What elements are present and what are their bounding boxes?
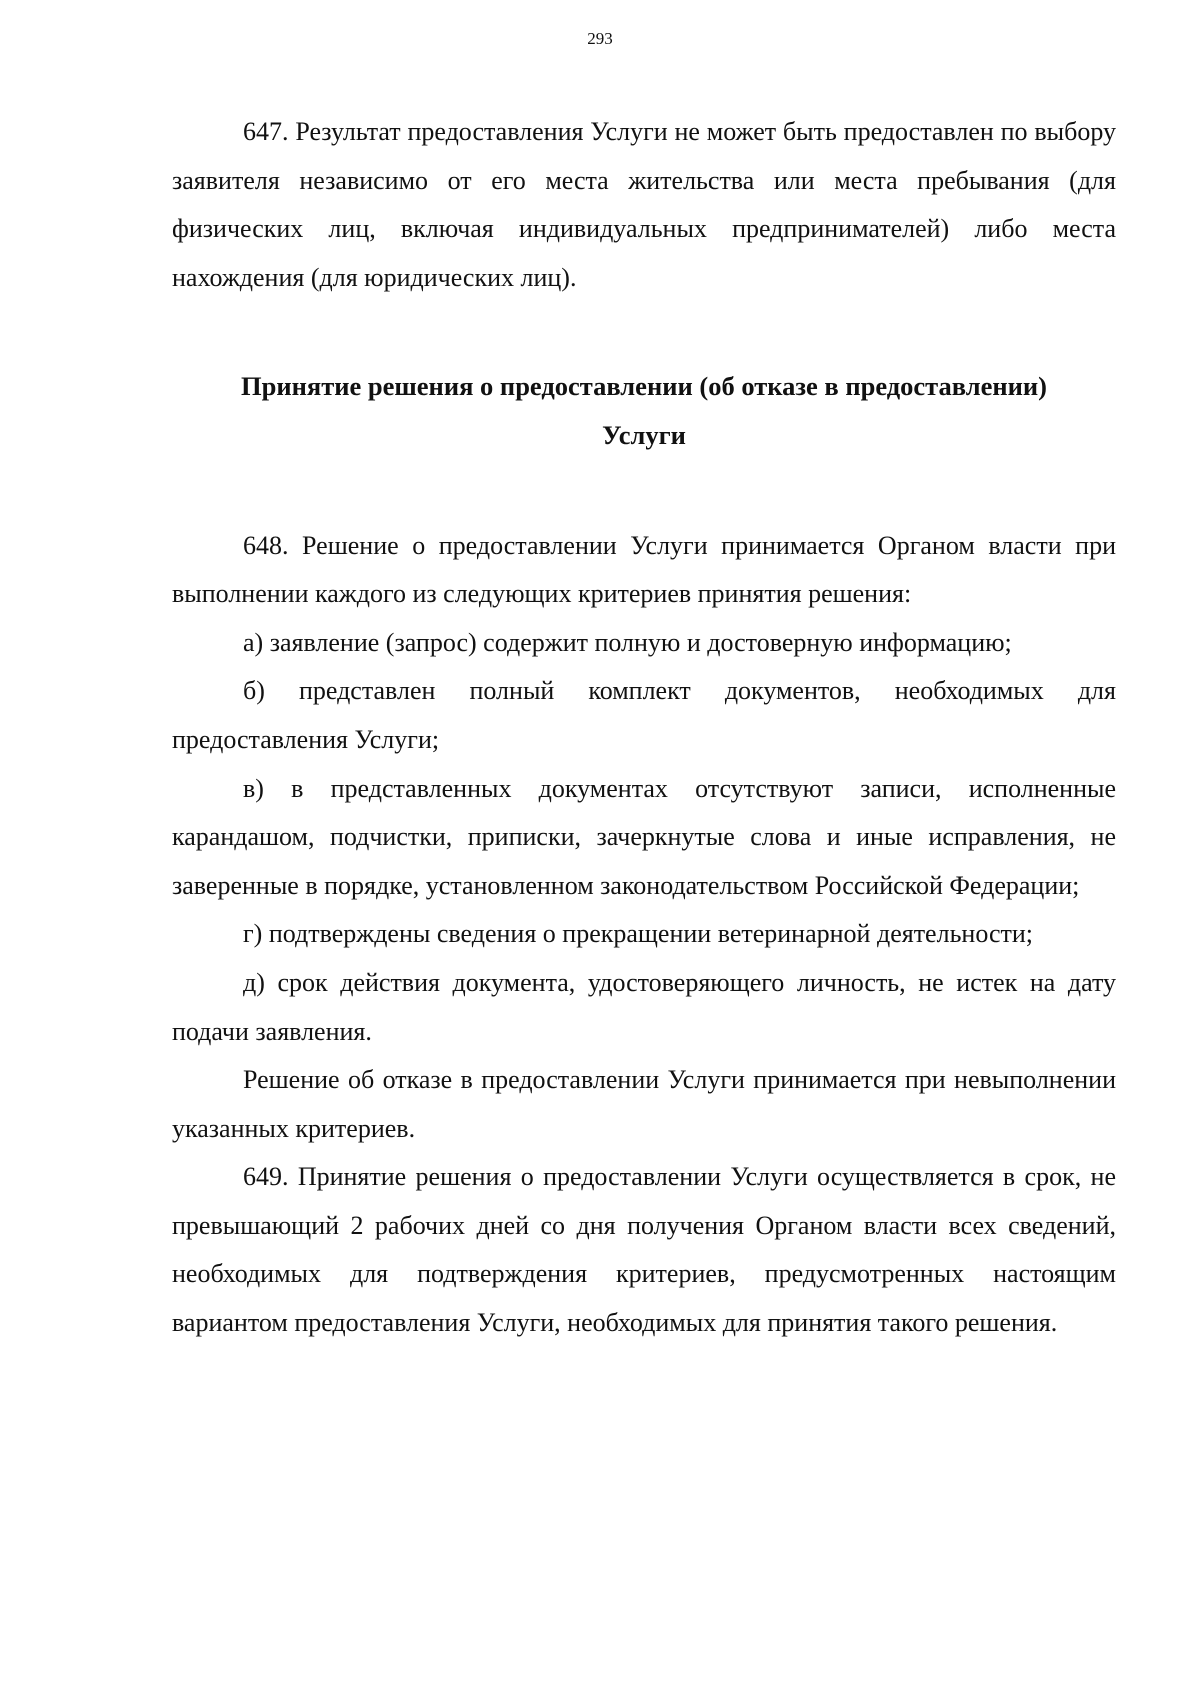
- criterion-b: б) представлен полный комплект документов, необходимых для предоставления Услуги;: [172, 676, 1116, 754]
- paragraph-648: 648. Решение о предоставлении Услуги принимается Органом власти при выполнении каждого из следующих критериев принятия решения:: [172, 530, 1116, 609]
- page-number: 293: [587, 29, 613, 48]
- paragraph-647: 647. Результат предоставления Услуги не может быть предоставлен по выбору заявителя независимо от его места жительства или места пребывания (для физических лиц, включая индивидуальных предпринимателей) либо места нахождения (для юридических лиц).: [172, 117, 1116, 292]
- section-heading-line-2: Услуги: [602, 419, 686, 450]
- criterion-d: д) срок действия документа, удостоверяющего личность, не истек на дату подачи заявления.: [172, 967, 1116, 1046]
- criterion-v: в) в представленных документах отсутствуют записи, исполненные карандашом, подчистки, приписки, зачеркнутые слова и иные исправления, не заверенные в порядке, установленном законодательством Российской Федерации;: [172, 773, 1116, 900]
- criterion-a: а) заявление (запрос) содержит полную и достоверную информацию;: [243, 627, 1012, 657]
- criterion-g: г) подтверждены сведения о прекращении ветеринарной деятельности;: [243, 919, 1034, 949]
- refusal-paragraph: Решение об отказе в предоставлении Услуги принимается при невыполнении указанных критериев.: [172, 1065, 1116, 1143]
- paragraph-649: 649. Принятие решения о предоставлении Услуги осуществляется в срок, не превышающий 2 рабочих дней со дня получения Органом власти всех сведений, необходимых для подтверждения критериев, предусмотренных настоящим вариантом предоставления Услуги, необходимых для принятия такого решения.: [172, 1162, 1116, 1338]
- section-heading-line-1: Принятие решения о предоставлении (об отказе в предоставлении): [241, 371, 1047, 402]
- document-body: [172, 108, 1116, 1348]
- section-heading: [172, 362, 1116, 459]
